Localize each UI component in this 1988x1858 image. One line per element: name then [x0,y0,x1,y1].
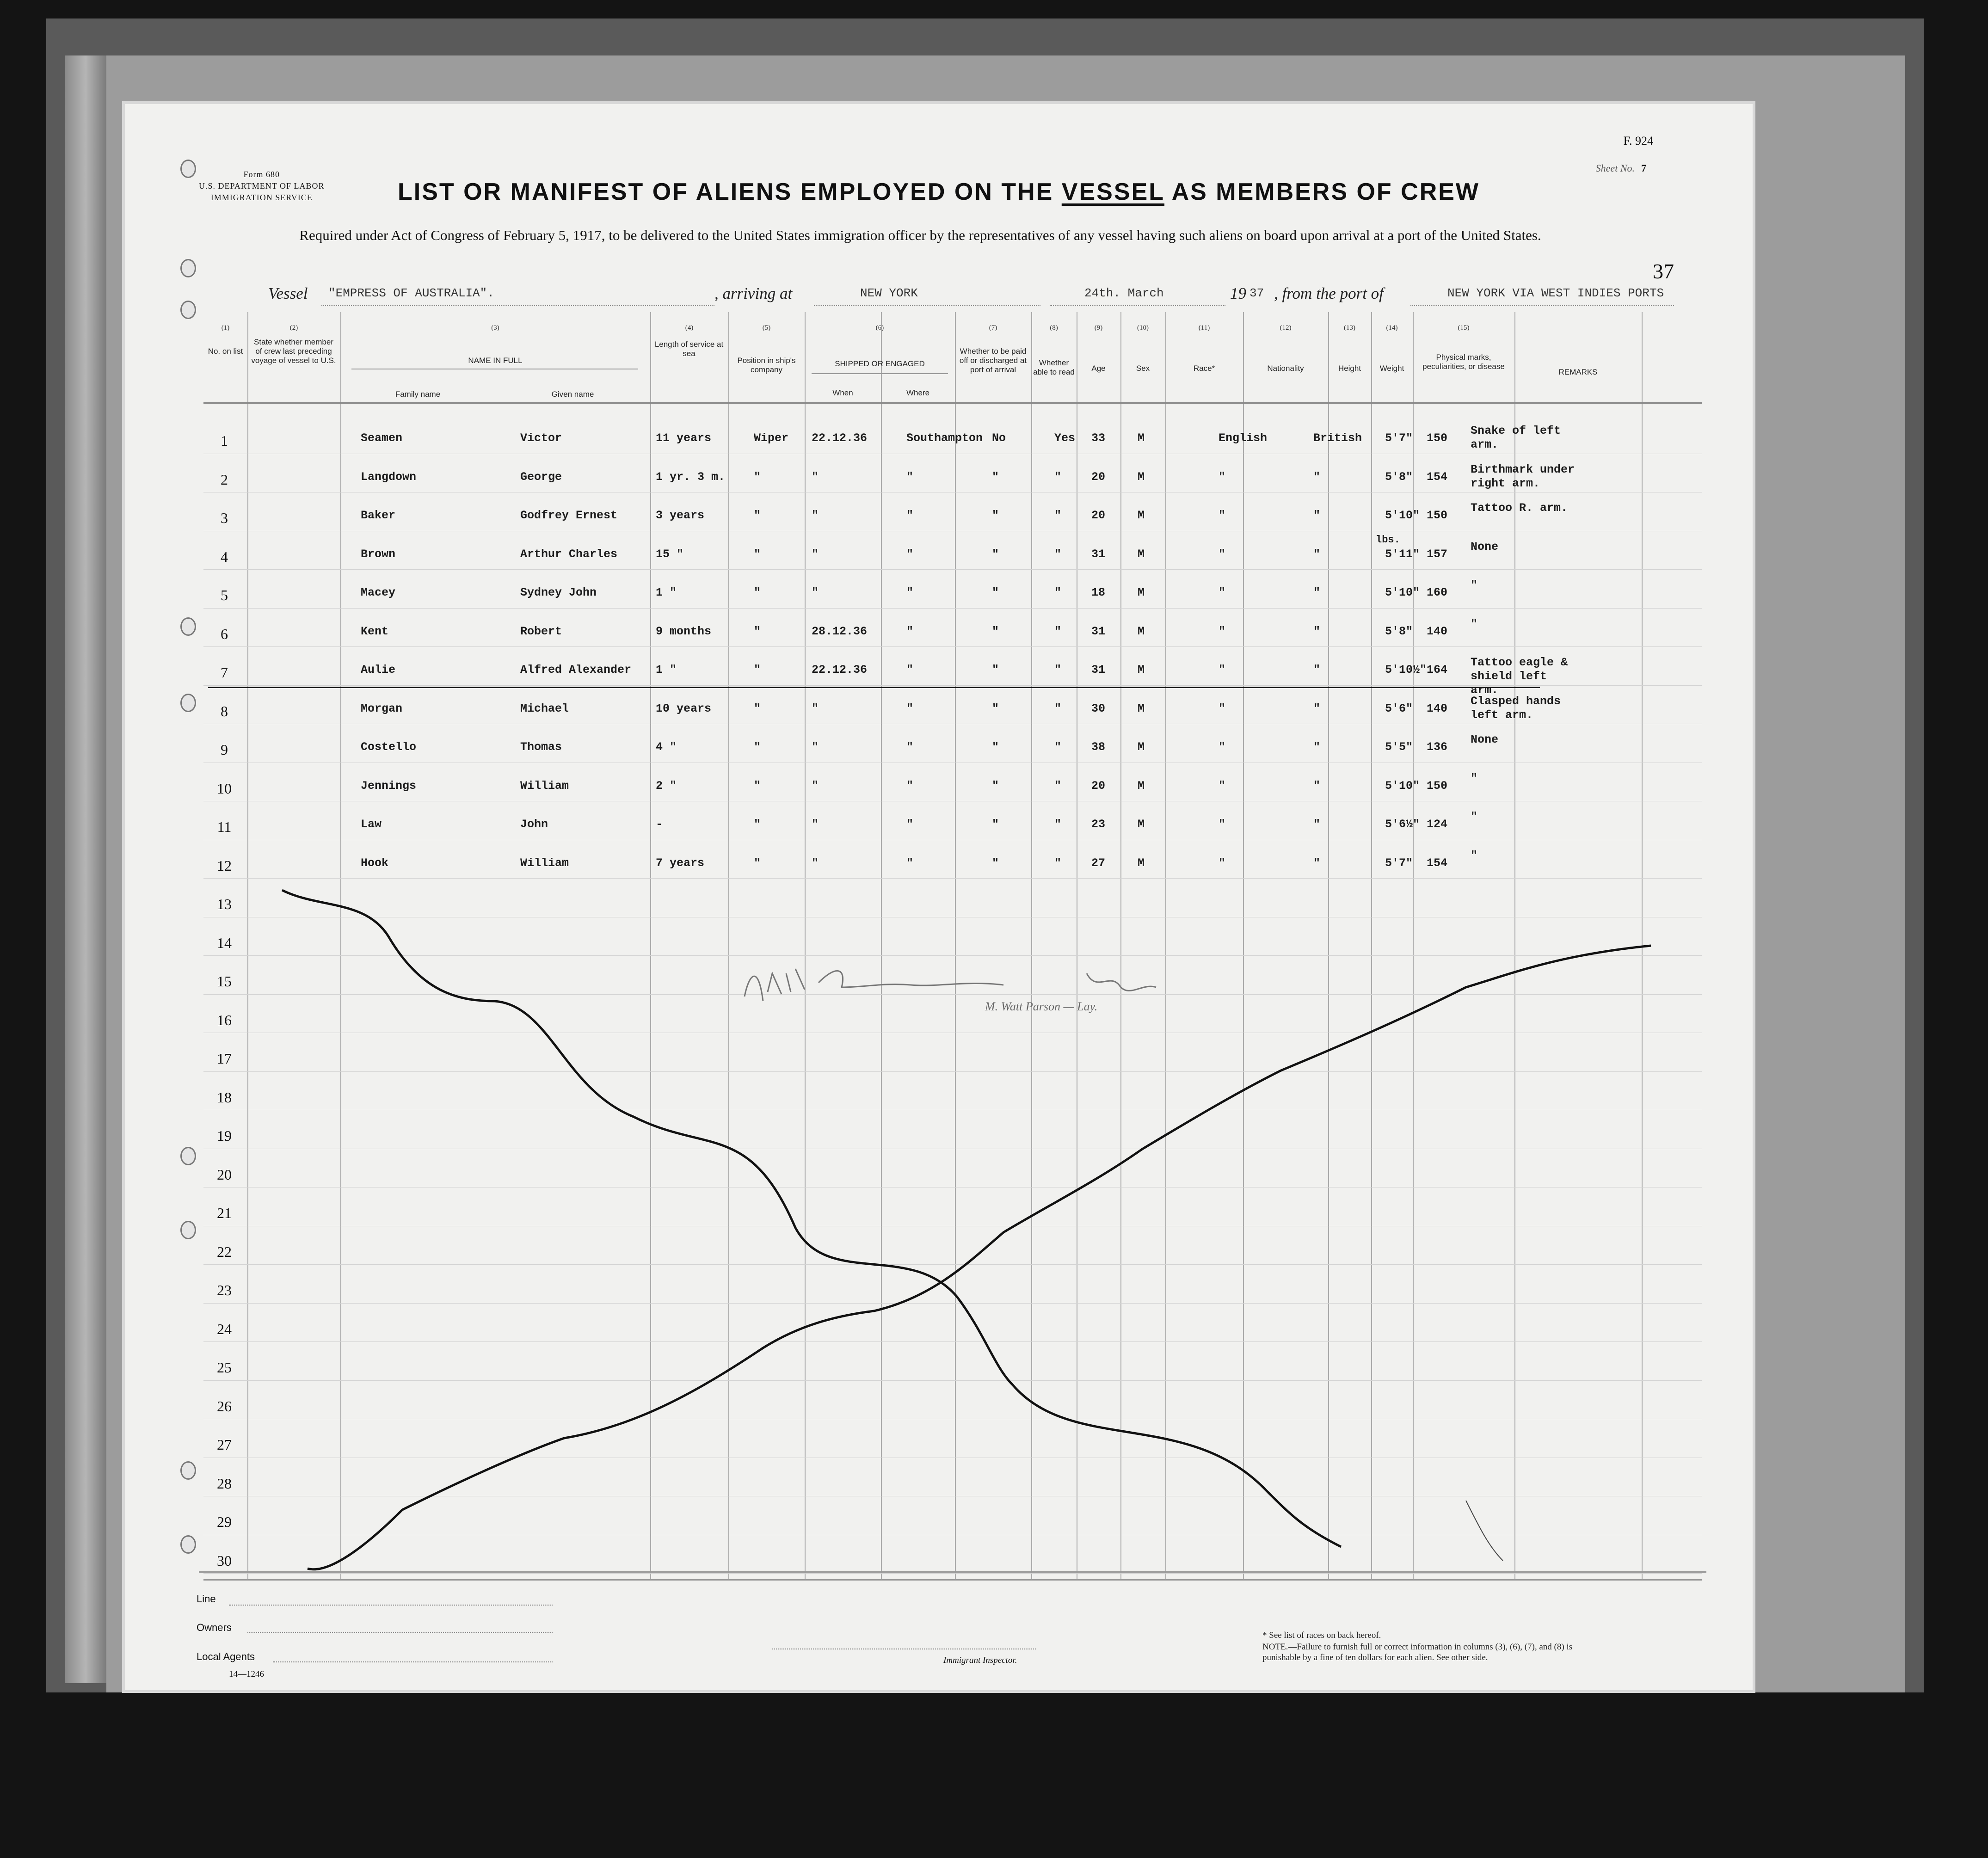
from-label: , from the port of [1274,284,1384,302]
height-cell: 5'7" [1385,431,1413,445]
form-code: 14—1246 [229,1669,264,1679]
service-length-cell: 11 years [656,431,712,445]
shipped-where-cell: Southampton [906,431,983,445]
row-number: 18 [217,1089,232,1106]
service-length-cell: 7 years [656,856,705,870]
row-number: 13 [217,896,232,912]
header-height: Height [1338,364,1361,373]
weight-cell: 154 [1427,470,1448,484]
service: IMMIGRATION SERVICE [210,193,313,202]
header-when: When [832,388,853,397]
colnum: (2) [289,324,298,332]
able-read-cell: " [1054,701,1062,715]
given-name-cell: William [520,779,569,793]
position-cell: " [754,779,761,793]
physical-marks-cell: " [1471,771,1478,785]
able-read-cell: " [1054,740,1062,754]
able-read-cell: " [1054,663,1062,677]
row-number: 3 [221,510,228,526]
race-cell: " [1219,701,1226,715]
race-cell: English [1219,431,1268,445]
race-cell: " [1219,470,1226,484]
shipped-when-cell: " [812,509,819,522]
row-number: 23 [217,1282,232,1298]
weight-cell: 150 [1427,509,1448,522]
line-dots [229,1605,553,1606]
shipped-where-cell: " [906,509,914,522]
header-shipped: SHIPPED OR ENGAGED [835,359,925,368]
row-number: 7 [221,664,228,681]
family-name-cell: Kent [361,624,389,638]
height-cell: 5'8" [1385,470,1413,484]
service-length-cell: 10 years [656,701,712,715]
position-cell: " [754,624,761,638]
sheet-label: Sheet No. [1595,162,1635,174]
physical-marks-cell: Tattoo R. arm. [1471,501,1568,515]
family-name-cell: Aulie [361,663,396,677]
able-read-cell: " [1054,818,1062,831]
header-position: Position in ship's company [737,356,796,374]
height-cell: 5'10½" [1385,663,1427,677]
row-number: 25 [217,1359,232,1376]
agents-label: Local Agents [197,1651,255,1662]
nationality-cell: " [1313,818,1321,831]
sex-cell: M [1138,701,1145,715]
height-cell: 5'7" [1385,856,1413,870]
row-number: 1 [221,432,228,449]
service-length-cell: 15 " [656,547,684,561]
physical-marks-cell: Clasped hands left arm. [1471,694,1561,722]
position-cell: " [754,470,761,484]
service-length-cell: 4 " [656,740,677,754]
row-number: 4 [221,548,228,565]
row-number: 9 [221,741,228,758]
shipped-where-cell: " [906,740,914,754]
colnum: (4) [685,324,694,332]
shipped-when-cell: 28.12.36 [812,624,868,638]
sex-cell: M [1138,470,1145,484]
shipped-where-cell: " [906,624,914,638]
binder-spine [65,55,106,1683]
family-name-cell: Morgan [361,701,403,715]
physical-marks-cell: " [1471,578,1478,592]
row-number: 28 [217,1475,232,1492]
shipped-when-cell: " [812,470,819,484]
paid-off-cell: " [992,547,999,561]
colnum: (6) [875,324,884,332]
race-cell: " [1219,856,1226,870]
weight-unit: lbs. [1376,534,1400,546]
height-cell: 5'10" [1385,509,1420,522]
year-prefix: 19 [1230,284,1246,302]
age-cell: 31 [1091,663,1106,677]
given-name-cell: Godfrey Ernest [520,509,618,522]
sex-cell: M [1138,586,1145,599]
shipped-when-cell: " [812,856,819,870]
height-cell: 5'10" [1385,779,1420,793]
given-name-cell: Thomas [520,740,562,754]
row-number: 12 [217,857,232,874]
family-name-cell: Seamen [361,431,403,445]
colnum: (15) [1458,324,1470,332]
physical-marks-cell: None [1471,540,1499,554]
header-nationality: Nationality [1267,364,1304,373]
agents-dots [273,1661,553,1662]
nationality-cell: " [1313,547,1321,561]
title-vessel-word: VESSEL [1061,178,1165,205]
sex-cell: M [1138,509,1145,522]
position-cell: " [754,740,761,754]
weight-cell: 150 [1427,431,1448,445]
weight-cell: 150 [1427,779,1448,793]
physical-marks-cell: Birthmark under right arm. [1471,462,1575,490]
weight-cell: 157 [1427,547,1448,561]
nationality-cell: " [1313,470,1321,484]
physical-marks-cell: " [1471,617,1478,631]
position-cell: Wiper [754,431,789,445]
shipped-where-cell: " [906,779,914,793]
year-suffix: 37 [1249,286,1264,300]
vessel-label: Vessel [268,284,308,302]
row-number: 30 [217,1552,232,1569]
paid-off-cell: " [992,509,999,522]
shipped-where-cell: " [906,663,914,677]
given-name-cell: George [520,470,562,484]
footnote-penalty: NOTE.—Failure to furnish full or correct information in columns (3), (6), (7), and (8) is punishable by a fine of ten dollars for each alien. See other side. [1262,1642,1573,1662]
header-where: Where [906,388,930,397]
signature-and-cancel-marks [125,104,1753,1690]
owners-dots [247,1632,553,1633]
shipped-when-cell: 22.12.36 [812,431,868,445]
colnum: (7) [989,324,997,332]
row-number: 6 [221,625,228,642]
given-name-cell: Robert [520,624,562,638]
header-length-service: Length of service at sea [654,340,724,358]
weight-cell: 136 [1427,740,1448,754]
colnum: (12) [1280,324,1292,332]
service-length-cell: 3 years [656,509,705,522]
subtitle: Required under Act of Congress of February 5, 1917, to be delivered to the United States immigration officer by the representatives of any vessel having such aliens on board upon arrival at a port of the United States. [299,227,1541,243]
colnum: (13) [1344,324,1355,332]
header-state-whether: State whether member of crew last preceding voyage of vessel to U.S. [251,338,336,365]
height-cell: 5'6" [1385,701,1413,715]
age-cell: 27 [1091,856,1106,870]
position-cell: " [754,586,761,599]
department: U.S. DEPARTMENT OF LABOR [199,181,325,191]
paid-off-cell: " [992,701,999,715]
row-number: 20 [217,1166,232,1183]
sex-cell: M [1138,856,1145,870]
position-cell: " [754,509,761,522]
sex-cell: M [1138,779,1145,793]
height-cell: 5'5" [1385,740,1413,754]
service-length-cell: 1 " [656,586,677,599]
age-cell: 20 [1091,779,1106,793]
nationality-cell: " [1313,624,1321,638]
colnum: (10) [1137,324,1149,332]
service-length-cell: 1 yr. 3 m. [656,470,726,484]
title-part1: LIST OR MANIFEST OF ALIENS EMPLOYED ON THE [397,178,1054,205]
header-name-in-full: NAME IN FULL [468,356,523,365]
height-cell: 5'8" [1385,624,1413,638]
given-name-cell: William [520,856,569,870]
family-name-cell: Macey [361,586,396,599]
sex-cell: M [1138,818,1145,831]
manifest-page [125,104,1753,1690]
position-cell: " [754,856,761,870]
row-number: 21 [217,1205,232,1221]
paid-off-cell: No [992,431,1006,445]
service-length-cell: 9 months [656,624,712,638]
shipped-when-cell: 22.12.36 [812,663,868,677]
shipped-when-cell: " [812,586,819,599]
row-number: 27 [217,1436,232,1453]
nationality-cell: " [1313,586,1321,599]
height-cell: 5'11" [1385,547,1420,561]
date-value: 24th. March [1084,286,1164,300]
line-label: Line [197,1593,216,1605]
race-cell: " [1219,779,1226,793]
nationality-cell: " [1313,701,1321,715]
row-number: 14 [217,934,232,951]
height-cell: 5'6½" [1385,818,1420,831]
position-cell: " [754,701,761,715]
colnum: (1) [221,324,230,332]
signature-text: M. Watt Parson — Lay. [985,1000,1098,1013]
family-name-cell: Law [361,818,382,831]
row-number: 16 [217,1011,232,1028]
weight-cell: 140 [1427,701,1448,715]
weight-cell: 160 [1427,586,1448,599]
able-read-cell: " [1054,586,1062,599]
page-number: 37 [1653,259,1674,283]
given-name-cell: Arthur Charles [520,547,618,561]
age-cell: 20 [1091,470,1106,484]
family-name-cell: Langdown [361,470,417,484]
paid-off-cell: " [992,740,999,754]
header-remarks: REMARKS [1558,368,1598,376]
family-name-cell: Hook [361,856,389,870]
nationality-cell: " [1313,663,1321,677]
race-cell: " [1219,740,1226,754]
row-number: 2 [221,471,228,488]
row-number: 5 [221,587,228,603]
nationality-cell: " [1313,509,1321,522]
shipped-where-cell: " [906,586,914,599]
paid-off-cell: " [992,779,999,793]
row-number: 11 [217,818,232,835]
shipped-when-cell: " [812,818,819,831]
header-family-name: Family name [395,390,441,399]
age-cell: 23 [1091,818,1106,831]
age-cell: 30 [1091,701,1106,715]
shipped-when-cell: " [812,701,819,715]
nationality-cell: " [1313,856,1321,870]
header-able-read: Whether able to read [1033,358,1075,376]
row-number: 29 [217,1513,232,1530]
form-number: Form 680 [243,170,280,179]
paid-off-cell: " [992,663,999,677]
header-weight: Weight [1379,364,1404,373]
service-length-cell: 2 " [656,779,677,793]
sex-cell: M [1138,624,1145,638]
age-cell: 31 [1091,624,1106,638]
row-number: 8 [221,702,228,720]
nationality-cell: British [1313,431,1362,445]
port-value: NEW YORK VIA WEST INDIES PORTS [1447,286,1664,300]
header-paid-off: Whether to be paid off or discharged at port of arrival [959,347,1027,374]
title-part2: AS MEMBERS OF CREW [1171,178,1480,205]
paid-off-cell: " [992,624,999,638]
arriving-value: NEW YORK [860,286,918,300]
age-cell: 18 [1091,586,1106,599]
row-number: 17 [217,1050,232,1067]
weight-cell: 140 [1427,624,1448,638]
physical-marks-cell: " [1471,849,1478,862]
weight-cell: 124 [1427,818,1448,831]
colnum: (9) [1094,324,1103,332]
arriving-label: , arriving at [714,284,793,302]
given-name-cell: Victor [520,431,562,445]
age-cell: 20 [1091,509,1106,522]
owners-label: Owners [197,1622,232,1633]
sex-cell: M [1138,547,1145,561]
nationality-cell: " [1313,779,1321,793]
physical-marks-cell: " [1471,810,1478,824]
race-cell: " [1219,509,1226,522]
family-name-cell: Brown [361,547,396,561]
weight-cell: 154 [1427,856,1448,870]
family-name-cell: Baker [361,509,396,522]
able-read-cell: Yes [1054,431,1076,445]
sex-cell: M [1138,663,1145,677]
paid-off-cell: " [992,586,999,599]
given-name-cell: Alfred Alexander [520,663,632,677]
able-read-cell: " [1054,509,1062,522]
row-number: 22 [217,1243,232,1260]
shipped-where-cell: " [906,818,914,831]
header-race: Race* [1193,364,1215,373]
header-given-name: Given name [551,390,594,399]
row-number: 26 [217,1397,232,1415]
able-read-cell: " [1054,547,1062,561]
footnote-races: * See list of races on back hereof. [1262,1630,1381,1640]
able-read-cell: " [1054,779,1062,793]
physical-marks-cell: Tattoo eagle & shield left arm. [1471,656,1568,697]
paid-off-cell: " [992,470,999,484]
shipped-where-cell: " [906,701,914,715]
position-cell: " [754,663,761,677]
f-number: F. 924 [1623,134,1653,148]
shipped-where-cell: " [906,856,914,870]
physical-marks-cell: None [1471,733,1499,746]
vessel-value: "EMPRESS OF AUSTRALIA". [328,286,494,300]
paid-off-cell: " [992,818,999,831]
able-read-cell: " [1054,856,1062,870]
family-name-cell: Jennings [361,779,417,793]
row-number: 19 [217,1127,232,1144]
given-name-cell: Sydney John [520,586,597,599]
colnum: (11) [1198,324,1210,332]
position-cell: " [754,547,761,561]
colnum: (14) [1386,324,1398,332]
age-cell: 38 [1091,740,1106,754]
family-name-cell: Costello [361,740,417,754]
row-number: 24 [217,1320,232,1337]
colnum: (3) [491,324,499,332]
height-cell: 5'10" [1385,586,1420,599]
race-cell: " [1219,624,1226,638]
header-no-on-list: No. on list [208,347,243,356]
nationality-cell: " [1313,740,1321,754]
sex-cell: M [1138,740,1145,754]
colnum: (8) [1050,324,1058,332]
service-length-cell: 1 " [656,663,677,677]
row-number: 10 [217,780,232,797]
header-sex: Sex [1136,364,1150,373]
shipped-where-cell: " [906,470,914,484]
given-name-cell: John [520,818,548,831]
header-physical-marks: Physical marks, peculiarities, or disease [1422,353,1505,371]
sex-cell: M [1138,431,1145,445]
physical-marks-cell: Snake of left arm. [1471,424,1561,451]
shipped-where-cell: " [906,547,914,561]
given-name-cell: Michael [520,701,569,715]
age-cell: 31 [1091,547,1106,561]
race-cell: " [1219,818,1226,831]
race-cell: " [1219,547,1226,561]
position-cell: " [754,818,761,831]
paid-off-cell: " [992,856,999,870]
able-read-cell: " [1054,470,1062,484]
age-cell: 33 [1091,431,1106,445]
race-cell: " [1219,586,1226,599]
header-age: Age [1091,364,1106,373]
weight-cell: 164 [1427,663,1448,677]
colnum: (5) [762,324,771,332]
shipped-when-cell: " [812,779,819,793]
shipped-when-cell: " [812,547,819,561]
race-cell: " [1219,663,1226,677]
row-number: 15 [217,973,232,990]
able-read-cell: " [1054,624,1062,638]
shipped-when-cell: " [812,740,819,754]
service-length-cell: - [656,818,663,831]
sheet-value: 7 [1641,162,1646,174]
inspector-label: Immigrant Inspector. [943,1655,1017,1665]
